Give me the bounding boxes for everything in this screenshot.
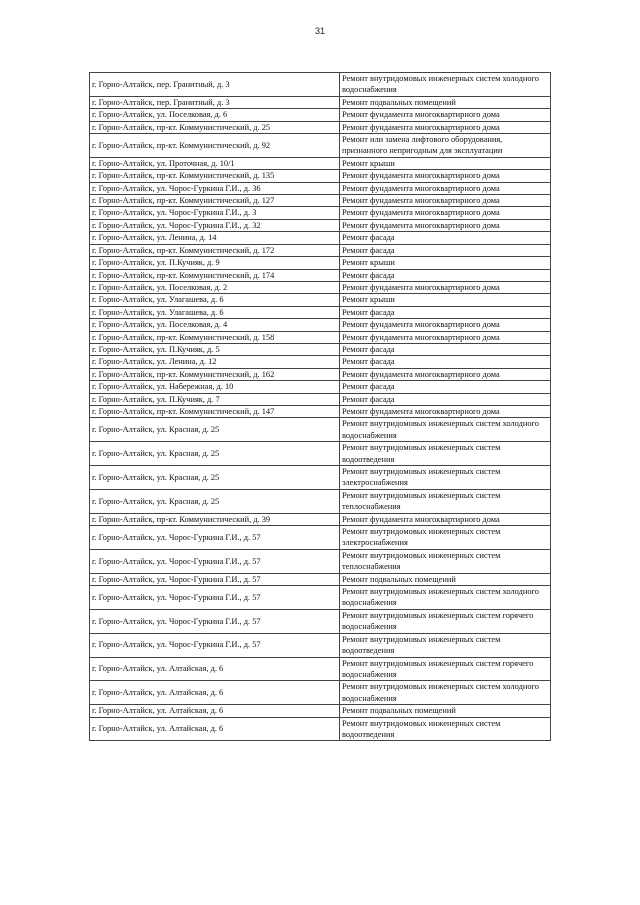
address-cell: г. Горно-Алтайск, ул. Поселковая, д. 4 [90,319,340,331]
repair-works-table [89,72,551,741]
address-cell: г. Горно-Алтайск, ул. П.Кучияк, д. 5 [90,343,340,355]
work-type-cell: Ремонт фундамента многоквартирного дома [340,219,551,231]
address-cell: г. Горно-Алтайск, ул. Ленина, д. 14 [90,232,340,244]
table-row [90,393,551,405]
address-cell: г. Горно-Алтайск, пр-кт. Коммунистический, д. 92 [90,134,340,158]
address-cell: г. Горно-Алтайск, ул. Чорос-Гуркина Г.И., д. 57 [90,549,340,573]
work-type-cell: Ремонт фундамента многоквартирного дома [340,331,551,343]
address-cell: г. Горно-Алтайск, ул. Алтайская, д. 6 [90,717,340,741]
work-type-cell: Ремонт подвальных помещений [340,573,551,585]
table-row [90,418,551,442]
address-cell: г. Горно-Алтайск, пр-кт. Коммунистический, д. 158 [90,331,340,343]
address-cell: г. Горно-Алтайск, ул. Набережная, д. 10 [90,381,340,393]
work-type-cell: Ремонт внутридомовых инженерных систем водоотведения [340,442,551,466]
work-type-cell: Ремонт фасада [340,343,551,355]
table-row [90,306,551,318]
address-cell: г. Горно-Алтайск, пр-кт. Коммунистический, д. 127 [90,195,340,207]
address-cell: г. Горно-Алтайск, ул. Улагашева, д. 6 [90,306,340,318]
address-cell: г. Горно-Алтайск, ул. Улагашева, д. 6 [90,294,340,306]
work-type-cell: Ремонт фундамента многоквартирного дома [340,319,551,331]
work-type-cell: Ремонт внутридомовых инженерных систем теплоснабжения [340,549,551,573]
address-cell: г. Горно-Алтайск, ул. Красная, д. 25 [90,418,340,442]
address-cell: г. Горно-Алтайск, ул. Поселковая, д. 6 [90,109,340,121]
table-row [90,109,551,121]
work-type-cell: Ремонт внутридомовых инженерных систем холодного водоснабжения [340,418,551,442]
address-cell: г. Горно-Алтайск, ул. Алтайская, д. 6 [90,657,340,681]
address-cell: г. Горно-Алтайск, ул. Чорос-Гуркина Г.И., д. 32 [90,219,340,231]
table-row [90,513,551,525]
table-row [90,219,551,231]
table-row [90,207,551,219]
work-type-cell: Ремонт фасада [340,306,551,318]
address-cell: г. Горно-Алтайск, пр-кт. Коммунистический, д. 135 [90,170,340,182]
work-type-cell: Ремонт фундамента многоквартирного дома [340,513,551,525]
table-row [90,489,551,513]
address-cell: г. Горно-Алтайск, ул. Проточная, д. 10/1 [90,157,340,169]
table-row [90,294,551,306]
address-cell: г. Горно-Алтайск, ул. Чорос-Гуркина Г.И., д. 57 [90,573,340,585]
work-type-cell: Ремонт фасада [340,232,551,244]
table-row [90,657,551,681]
work-type-cell: Ремонт внутридомовых инженерных систем водоотведения [340,717,551,741]
work-type-cell: Ремонт подвальных помещений [340,96,551,108]
table-row [90,573,551,585]
table-row [90,121,551,133]
address-cell: г. Горно-Алтайск, ул. Красная, д. 25 [90,466,340,490]
table-row [90,269,551,281]
address-cell: г. Горно-Алтайск, ул. Чорос-Гуркина Г.И., д. 57 [90,609,340,633]
work-type-cell: Ремонт фундамента многоквартирного дома [340,109,551,121]
table-row [90,681,551,705]
table-row [90,466,551,490]
table-row [90,405,551,417]
work-type-cell: Ремонт внутридомовых инженерных систем холодного водоснабжения [340,681,551,705]
table-row [90,381,551,393]
work-type-cell: Ремонт крыши [340,157,551,169]
work-type-cell: Ремонт внутридомовых инженерных систем водоотведения [340,633,551,657]
address-cell: г. Горно-Алтайск, ул. Чорос-Гуркина Г.И., д. 57 [90,586,340,610]
work-type-cell: Ремонт фундамента многоквартирного дома [340,121,551,133]
table-row [90,232,551,244]
address-cell: г. Горно-Алтайск, ул. Ленина, д. 12 [90,356,340,368]
table-row [90,195,551,207]
work-type-cell: Ремонт внутридомовых инженерных систем теплоснабжения [340,489,551,513]
work-type-cell: Ремонт фундамента многоквартирного дома [340,170,551,182]
address-cell: г. Горно-Алтайск, пер. Гранитный, д. 3 [90,73,340,97]
address-cell: г. Горно-Алтайск, ул. Красная, д. 25 [90,442,340,466]
address-cell: г. Горно-Алтайск, пр-кт. Коммунистический, д. 147 [90,405,340,417]
table-row [90,609,551,633]
address-cell: г. Горно-Алтайск, пер. Гранитный, д. 3 [90,96,340,108]
address-cell: г. Горно-Алтайск, ул. Алтайская, д. 6 [90,681,340,705]
address-cell: г. Горно-Алтайск, ул. П.Кучияк, д. 9 [90,257,340,269]
page-number: 31 [314,26,325,36]
work-type-cell: Ремонт внутридомовых инженерных систем горячего водоснабжения [340,609,551,633]
table-row [90,96,551,108]
work-type-cell: Ремонт внутридомовых инженерных систем холодного водоснабжения [340,73,551,97]
address-cell: г. Горно-Алтайск, ул. Чорос-Гуркина Г.И., д. 3 [90,207,340,219]
work-type-cell: Ремонт фундамента многоквартирного дома [340,182,551,194]
table-row [90,356,551,368]
work-type-cell: Ремонт фасада [340,393,551,405]
address-cell: г. Горно-Алтайск, ул. Алтайская, д. 6 [90,705,340,717]
table-row [90,549,551,573]
address-cell: г. Горно-Алтайск, пр-кт. Коммунистический, д. 25 [90,121,340,133]
table-row [90,157,551,169]
address-cell: г. Горно-Алтайск, ул. Поселковая, д. 2 [90,281,340,293]
work-type-cell: Ремонт фундамента многоквартирного дома [340,207,551,219]
work-type-cell: Ремонт фундамента многоквартирного дома [340,405,551,417]
work-type-cell: Ремонт внутридомовых инженерных систем холодного водоснабжения [340,586,551,610]
table-row [90,331,551,343]
work-type-cell: Ремонт фасада [340,244,551,256]
table-row [90,442,551,466]
table-row [90,182,551,194]
table-row [90,343,551,355]
table-row [90,244,551,256]
work-type-cell: Ремонт фасада [340,356,551,368]
table-row [90,281,551,293]
table-body [90,73,551,741]
address-cell: г. Горно-Алтайск, ул. П.Кучияк, д. 7 [90,393,340,405]
table-row [90,705,551,717]
table-row [90,73,551,97]
table-row [90,586,551,610]
table-row [90,633,551,657]
address-cell: г. Горно-Алтайск, пр-кт. Коммунистический, д. 39 [90,513,340,525]
work-type-cell: Ремонт фасада [340,269,551,281]
work-type-cell: Ремонт фундамента многоквартирного дома [340,368,551,380]
work-type-cell: Ремонт внутридомовых инженерных систем электроснабжения [340,466,551,490]
address-cell: г. Горно-Алтайск, пр-кт. Коммунистический, д. 162 [90,368,340,380]
address-cell: г. Горно-Алтайск, пр-кт. Коммунистический, д. 172 [90,244,340,256]
table-row [90,257,551,269]
work-type-cell: Ремонт крыши [340,257,551,269]
work-type-cell: Ремонт внутридомовых инженерных систем электроснабжения [340,526,551,550]
table-row [90,368,551,380]
address-cell: г. Горно-Алтайск, ул. Чорос-Гуркина Г.И., д. 36 [90,182,340,194]
address-cell: г. Горно-Алтайск, пр-кт. Коммунистический, д. 174 [90,269,340,281]
work-type-cell: Ремонт или замена лифтового оборудования, признанного непригодным для эксплуатации [340,134,551,158]
work-type-cell: Ремонт фасада [340,381,551,393]
address-cell: г. Горно-Алтайск, ул. Чорос-Гуркина Г.И., д. 57 [90,633,340,657]
table-row [90,134,551,158]
work-type-cell: Ремонт крыши [340,294,551,306]
address-cell: г. Горно-Алтайск, ул. Красная, д. 25 [90,489,340,513]
work-type-cell: Ремонт фундамента многоквартирного дома [340,195,551,207]
table-row [90,319,551,331]
table-row [90,526,551,550]
address-cell: г. Горно-Алтайск, ул. Чорос-Гуркина Г.И., д. 57 [90,526,340,550]
table-row [90,170,551,182]
work-type-cell: Ремонт подвальных помещений [340,705,551,717]
table-row [90,717,551,741]
work-type-cell: Ремонт фундамента многоквартирного дома [340,281,551,293]
work-type-cell: Ремонт внутридомовых инженерных систем горячего водоснабжения [340,657,551,681]
